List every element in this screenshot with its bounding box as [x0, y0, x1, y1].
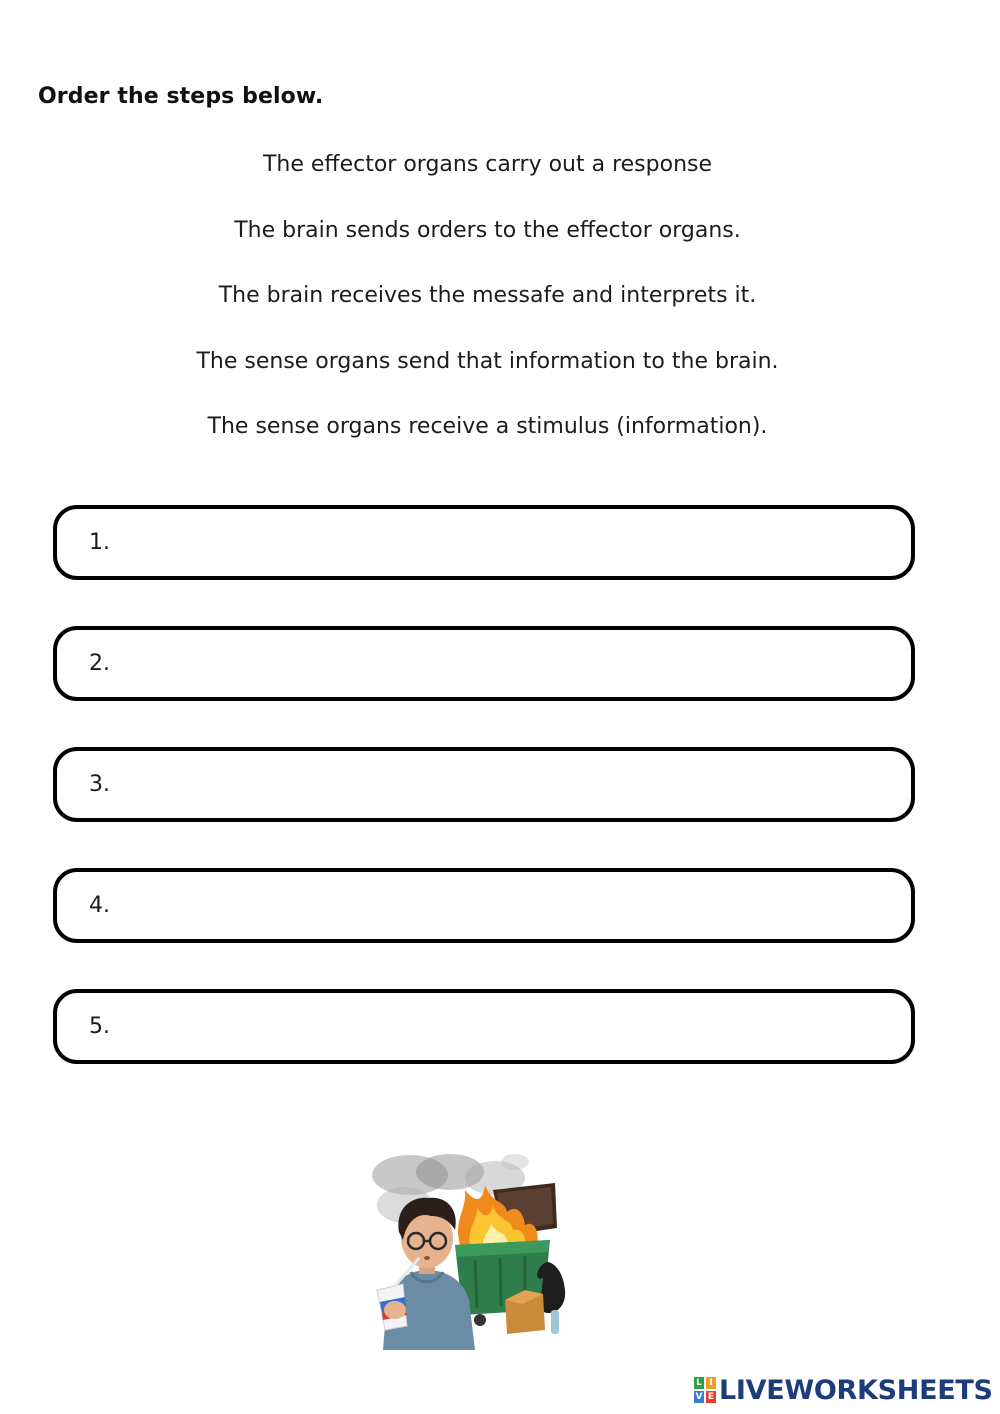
liveworksheets-logo: [694, 1374, 993, 1406]
bitmoji-dumpster-fire-icon: [365, 1150, 575, 1350]
answer-box-2: [53, 626, 915, 701]
answer-number: 1.: [89, 530, 110, 555]
answer-input-5[interactable]: [133, 1003, 891, 1050]
answer-box-3: [53, 747, 915, 822]
instruction-heading: Order the steps below.: [38, 84, 324, 109]
logo-cell: I: [706, 1377, 716, 1389]
answer-box-4: [53, 868, 915, 943]
answer-input-4[interactable]: [133, 882, 891, 929]
logo-cell: L: [694, 1377, 704, 1389]
logo-cell: V: [695, 1392, 703, 1402]
logo-cell: E: [707, 1392, 715, 1402]
steps-list: [0, 146, 975, 474]
answer-input-3[interactable]: [133, 761, 891, 808]
answer-input-1[interactable]: [133, 519, 891, 566]
answer-input-2[interactable]: [133, 640, 891, 687]
answer-number: 5.: [89, 1014, 110, 1039]
step-item: The sense organs send that information to the brain.: [196, 348, 779, 374]
logo-text: LIVEWORKSHEETS: [719, 1374, 993, 1406]
step-item: The effector organs carry out a response: [262, 152, 713, 177]
step-item: The sense organs receive a stimulus (information).: [207, 414, 768, 439]
step-item: The brain receives the messafe and interprets it.: [218, 283, 757, 308]
step-item: The brain sends orders to the effector organs.: [234, 217, 741, 243]
answer-box-1: [53, 505, 915, 580]
logo-grid-icon: [694, 1377, 716, 1403]
answer-number: 4.: [89, 893, 110, 918]
answer-number: 2.: [89, 651, 110, 676]
answer-box-5: [53, 989, 915, 1064]
answer-number: 3.: [89, 772, 110, 797]
